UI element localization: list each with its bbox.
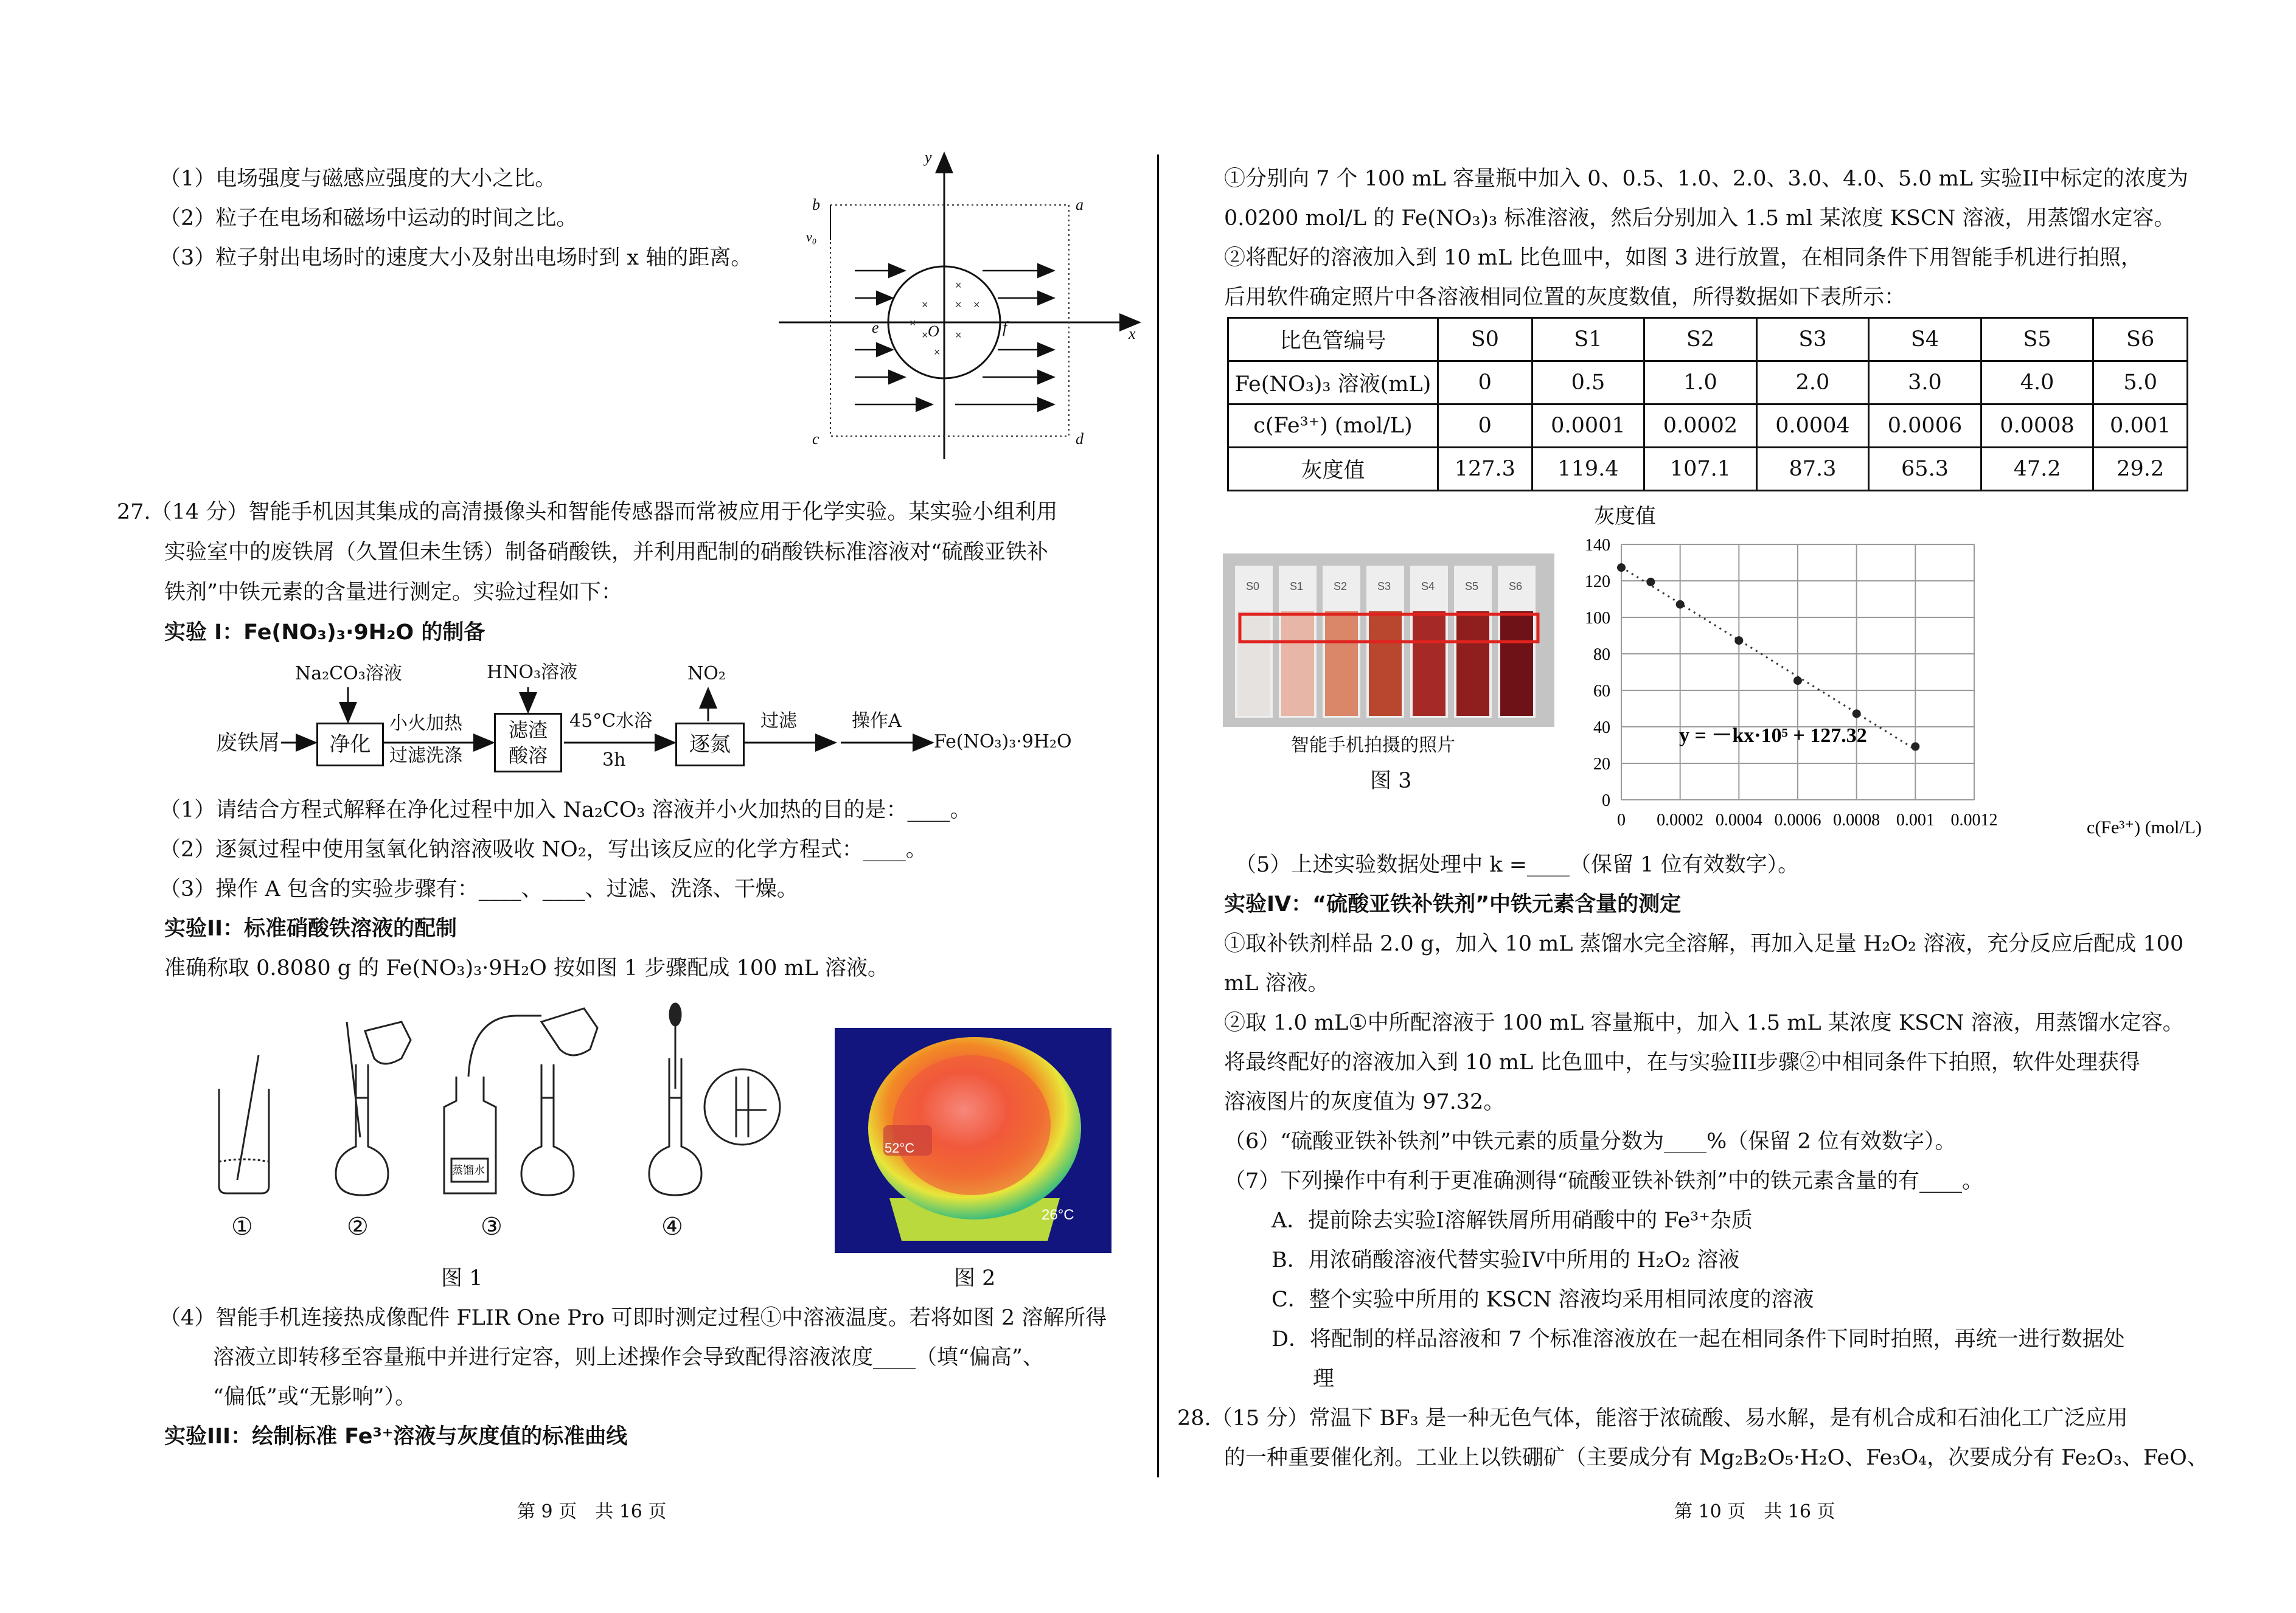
- q27-line3: 铁剂”中铁元素的含量进行测定。实验过程如下：: [164, 580, 622, 605]
- y-tick-label: 120: [1585, 572, 1610, 591]
- ambient-temp: 26°C: [1042, 1207, 1074, 1223]
- table-cell: 0.0006: [1869, 404, 1981, 448]
- svg-text:×: ×: [955, 299, 962, 311]
- cuvette-label: S2: [1334, 580, 1348, 592]
- table-cell: 87.3: [1756, 448, 1869, 491]
- label-a: a: [1076, 196, 1084, 213]
- table-cell: S4: [1869, 318, 1981, 361]
- exp4-line1: ①取补铁剂样品 2.0 g，加入 10 mL 蒸馏水完全溶解，再加入足量 H₂O₂ 溶液，充分反应后配成 100: [1224, 932, 2184, 956]
- cuvette-label: S0: [1246, 580, 1260, 592]
- flow-arrow3-top: 过滤: [760, 710, 797, 732]
- cuvette-label: S1: [1290, 580, 1304, 592]
- y-tick-label: 40: [1593, 718, 1610, 737]
- option-d-line2: 理: [1313, 1367, 1335, 1391]
- flow-arrows: [0, 0, 1156, 791]
- table-cell: 0.0008: [1981, 404, 2093, 448]
- cuvette-solution: [1456, 611, 1489, 716]
- fig3-caption: 图 3: [1370, 769, 1412, 793]
- data-point: [1911, 742, 1919, 751]
- label-v0: v₀: [806, 229, 817, 245]
- y-tick-label: 20: [1593, 755, 1610, 774]
- cuvette-label: S3: [1377, 580, 1391, 592]
- table-cell: 0: [1438, 361, 1532, 404]
- table-cell: 5.0: [2093, 361, 2188, 404]
- q27-line2: 实验室中的废铁屑（久置但未生锈）制备硝酸铁，并利用配制的硝酸铁标准溶液对“硫酸亚铁补: [164, 540, 1048, 564]
- q28-line1: 28.（15 分）常温下 BF₃ 是一种无色气体，能溶于浓硫酸、易水解，是有机合成和石油化工广泛应用: [1177, 1406, 2128, 1431]
- svg-text:×: ×: [922, 329, 928, 341]
- label-f: f: [1003, 319, 1007, 336]
- cuvette-label: S6: [1509, 580, 1523, 592]
- x-tick-label: 0: [1617, 811, 1626, 830]
- option-b: B．用浓硝酸溶液代替实验IV中所用的 H₂O₂ 溶液: [1271, 1248, 1740, 1272]
- svg-text:蒸馏水: 蒸馏水: [452, 1164, 485, 1176]
- table-cell: 0.001: [2093, 404, 2188, 448]
- y-tick-label: 80: [1593, 645, 1610, 664]
- table-cell: 2.0: [1756, 361, 1869, 404]
- exp3-step1-line1: ①分别向 7 个 100 mL 容量瓶中加入 0、0.5、1.0、2.0、3.0、4.0、5.0 mL 实验II中标定的浓度为: [1224, 167, 2188, 191]
- y-tick-label: 0: [1602, 791, 1610, 810]
- table-cell: S0: [1438, 318, 1532, 361]
- exp2-text: 准确称取 0.8080 g 的 Fe(NO₃)₃·9H₂O 按如图 1 步骤配成 100 mL 溶液。: [164, 956, 889, 980]
- x-tick-label: 0.0008: [1833, 811, 1880, 830]
- x-tick-label: 0.001: [1896, 811, 1935, 830]
- right-footer: 第 10 页 共 16 页: [1674, 1501, 1835, 1522]
- label-c: c: [812, 430, 819, 448]
- table-cell: S3: [1756, 318, 1869, 361]
- option-d-line1: D．将配制的样品溶液和 7 个标准溶液放在一起在相同条件下同时拍照，再统一进行数据处: [1271, 1327, 2125, 1351]
- option-a: A．提前除去实验I溶解铁屑所用硝酸中的 Fe³⁺杂质: [1271, 1209, 1753, 1233]
- flow-start: 废铁屑: [216, 731, 280, 755]
- option-c: C．整个实验中所用的 KSCN 溶液均采用相同浓度的溶液: [1271, 1288, 1814, 1312]
- flow-box-dissolve: 滤渣酸溶: [494, 713, 562, 772]
- table-cell: 灰度值: [1228, 448, 1438, 491]
- flow-box-denitrify: 逐氮: [675, 723, 745, 766]
- data-point: [1793, 676, 1802, 685]
- table-cell: 比色管编号: [1228, 318, 1438, 361]
- flow-end: Fe(NO₃)₃·9H₂O: [934, 731, 1072, 752]
- exp4-line3: ②取 1.0 mL①中所配溶液于 100 mL 容量瓶中，加入 1.5 mL 某浓度 KSCN 溶液，用蒸馏水定容。: [1224, 1011, 2184, 1035]
- cuvette-solution: [1325, 611, 1358, 716]
- exp3-step2-line1: ②将配好的溶液加入到 10 mL 比色皿中，如图 3 进行放置，在相同条件下用智能手机进行拍照，: [1224, 246, 2142, 270]
- y-tick-label: 140: [1585, 536, 1610, 555]
- svg-text:×: ×: [973, 299, 980, 311]
- svg-text:×: ×: [955, 329, 962, 341]
- x-tick-label: 0.0012: [1950, 811, 1998, 830]
- flow-arrow1-top: 小火加热: [389, 713, 462, 734]
- q26-sub2: （2）粒子在电场和磁场中运动的时间之比。: [159, 206, 578, 231]
- page-divider: [1157, 154, 1159, 1477]
- q27-line1: 27.（14 分）智能手机因其集成的高清摄像头和智能传感器而常被应用于化学实验。某实验小组利用: [117, 500, 1058, 524]
- photo-caption: 智能手机拍摄的照片: [1291, 735, 1455, 756]
- table-cell: 119.4: [1532, 448, 1644, 491]
- table-cell: S1: [1532, 318, 1644, 361]
- q7: （7）下列操作中有利于更准确测得“硫酸亚铁补铁剂”中的铁元素含量的有____。: [1224, 1169, 1984, 1193]
- table-cell: 47.2: [1981, 448, 2093, 491]
- label-d: d: [1076, 430, 1084, 448]
- exp4-line5: 溶液图片的灰度值为 97.32。: [1224, 1090, 1505, 1114]
- exp4-line4: 将最终配好的溶液加入到 10 mL 比色皿中，在与实验III步骤②中相同条件下拍照，软件处理获得: [1224, 1050, 2140, 1075]
- label-b: b: [812, 196, 820, 213]
- step-4: ④: [661, 1213, 683, 1240]
- data-point: [1676, 600, 1685, 609]
- table-cell: 0.0002: [1644, 404, 1757, 448]
- q27-sub2: （2）逐氮过程中使用氢氧化钠溶液吸收 NO₂，写出该反应的化学方程式：____。: [159, 838, 927, 862]
- step-1: ①: [231, 1213, 253, 1240]
- table-cell: 0.0001: [1532, 404, 1644, 448]
- table-row: [1228, 361, 2188, 404]
- q5: （5）上述实验数据处理中 k =____（保留 1 位有效数字）。: [1235, 853, 1800, 877]
- table-cell: 4.0: [1981, 361, 2093, 404]
- table-cell: 0: [1438, 404, 1532, 448]
- table-header-row: [1228, 318, 2188, 361]
- table-cell: 107.1: [1644, 448, 1757, 491]
- trendline: [1621, 567, 1915, 749]
- table-cell: 3.0: [1869, 361, 1981, 404]
- exp3-step1-line2: 0.0200 mol/L 的 Fe(NO₃)₃ 标准溶液，然后分别加入 1.5 ml 某浓度 KSCN 溶液，用蒸馏水定容。: [1224, 206, 2176, 231]
- flow-box-purify: 净化: [316, 723, 384, 766]
- q27-sub4-line1: （4）智能手机连接热成像配件 FLIR One Pro 可即时测定过程①中溶液温度。若将如图 2 溶解所得: [159, 1306, 1107, 1330]
- table-cell: 127.3: [1438, 448, 1532, 491]
- data-point: [1617, 563, 1626, 572]
- step-2: ②: [347, 1213, 369, 1240]
- left-footer: 第 9 页 共 16 页: [517, 1501, 667, 1522]
- cuvette-solution: [1369, 611, 1402, 716]
- fig1-apparatus: [201, 997, 821, 1253]
- exp4-title: 实验IV：“硫酸亚铁补铁剂”中铁元素含量的测定: [1224, 892, 1682, 917]
- flow-arrow2-bot: 3h: [602, 749, 626, 771]
- cuvette-photo: [1223, 553, 1554, 727]
- fig2-caption: 图 2: [954, 1266, 996, 1291]
- x-axis-label: x: [1129, 325, 1136, 342]
- exp3-title: 实验III：绘制标准 Fe³⁺溶液与灰度值的标准曲线: [164, 1424, 628, 1449]
- calibration-chart: [1557, 499, 2287, 845]
- cuvette-solution: [1500, 611, 1533, 716]
- cuvette-solution: [1413, 611, 1445, 716]
- table-cell: 29.2: [2093, 448, 2188, 491]
- flow-no2: NO₂: [687, 663, 726, 684]
- q6: （6）“硫酸亚铁补铁剂”中铁元素的质量分数为____%（保留 2 位有效数字）。: [1224, 1129, 1957, 1154]
- q27-sub3: （3）操作 A 包含的实验步骤有：____、____、过滤、洗涤、干燥。: [159, 877, 798, 901]
- step-3: ③: [481, 1213, 503, 1240]
- table-cell: 65.3: [1869, 448, 1981, 491]
- label-o: O: [928, 322, 939, 340]
- flow-hno3: HNO₃溶液: [487, 662, 578, 683]
- data-point: [1852, 709, 1861, 718]
- svg-text:×: ×: [922, 299, 928, 311]
- trend-equation: y = －kx·10⁵ + 127.32: [1679, 724, 1867, 747]
- flow-na2co3: Na₂CO₃溶液: [295, 663, 402, 684]
- table-cell: S6: [2093, 318, 2188, 361]
- thermal-image: [835, 1028, 1111, 1253]
- x-axis-title: c(Fe³⁺) (mol/L): [2087, 817, 2202, 838]
- q28-line2: 的一种重要催化剂。工业上以铁硼矿（主要成分有 Mg₂B₂O₅·H₂O、Fe₃O₄，次要成分有 Fe₂O₃、FeO、: [1224, 1446, 2208, 1470]
- flow-arrow4-top: 操作A: [852, 710, 902, 732]
- cuvette-solution: [1281, 611, 1314, 716]
- table-cell: 1.0: [1644, 361, 1757, 404]
- y-axis-label: y: [925, 149, 932, 166]
- svg-text:×: ×: [955, 279, 962, 291]
- y-tick-label: 60: [1593, 682, 1610, 701]
- cuvette-solution: [1237, 611, 1270, 716]
- exp4-line2: mL 溶液。: [1224, 971, 1329, 996]
- q27-sub4-line2: 溶液立即转移至容量瓶中并进行定容，则上述操作会导致配得溶液浓度____（填“偏高”、: [213, 1345, 1044, 1370]
- q27-sub4-line3: “偏低”或“无影响”）。: [213, 1385, 417, 1409]
- exp2-title: 实验II：标准硝酸铁溶液的配制: [164, 917, 457, 941]
- table-cell: 0.5: [1532, 361, 1644, 404]
- y-tick-label: 100: [1585, 609, 1610, 628]
- cuvette-label: S5: [1465, 580, 1479, 592]
- label-e: e: [872, 319, 879, 336]
- x-tick-label: 0.0002: [1657, 811, 1704, 830]
- svg-text:×: ×: [910, 317, 916, 329]
- exp1-title: 实验 I：Fe(NO₃)₃·9H₂O 的制备: [164, 620, 485, 645]
- q26-sub3: （3）粒子射出电场时的速度大小及射出电场时到 x 轴的距离。: [159, 246, 753, 270]
- cuvette-svg: [1223, 553, 1554, 727]
- q27-sub1: （1）请结合方程式解释在净化过程中加入 Na₂CO₃ 溶液并小火加热的目的是：____。: [159, 798, 972, 822]
- x-tick-label: 0.0006: [1774, 811, 1821, 830]
- flow-arrow2-top: 45°C水浴: [569, 710, 653, 732]
- hot-spot-temp: 52°C: [885, 1140, 915, 1156]
- table-cell: Fe(NO₃)₃ 溶液(mL): [1228, 361, 1438, 404]
- exp3-step2-line2: 后用软件确定照片中各溶液相同位置的灰度数值，所得数据如下表所示：: [1224, 285, 1906, 310]
- table-row: [1228, 448, 2188, 491]
- y-axis-title: 灰度值: [1594, 504, 1656, 529]
- data-table: [1227, 317, 2188, 491]
- q26-sub1: （1）电场强度与磁感应强度的大小之比。: [159, 167, 557, 191]
- x-tick-label: 0.0004: [1715, 811, 1762, 830]
- table-cell: S5: [1981, 318, 2093, 361]
- data-point: [1646, 578, 1655, 586]
- svg-text:×: ×: [934, 346, 941, 358]
- cuvette-label: S4: [1421, 580, 1435, 592]
- table-cell: S2: [1644, 318, 1757, 361]
- table-cell: c(Fe³⁺) (mol/L): [1228, 404, 1438, 448]
- flow-arrow1-bot: 过滤洗涤: [389, 745, 462, 766]
- fig1-caption: 图 1: [441, 1266, 483, 1291]
- table-row: [1228, 404, 2188, 448]
- data-point: [1734, 636, 1743, 645]
- table-cell: 0.0004: [1756, 404, 1869, 448]
